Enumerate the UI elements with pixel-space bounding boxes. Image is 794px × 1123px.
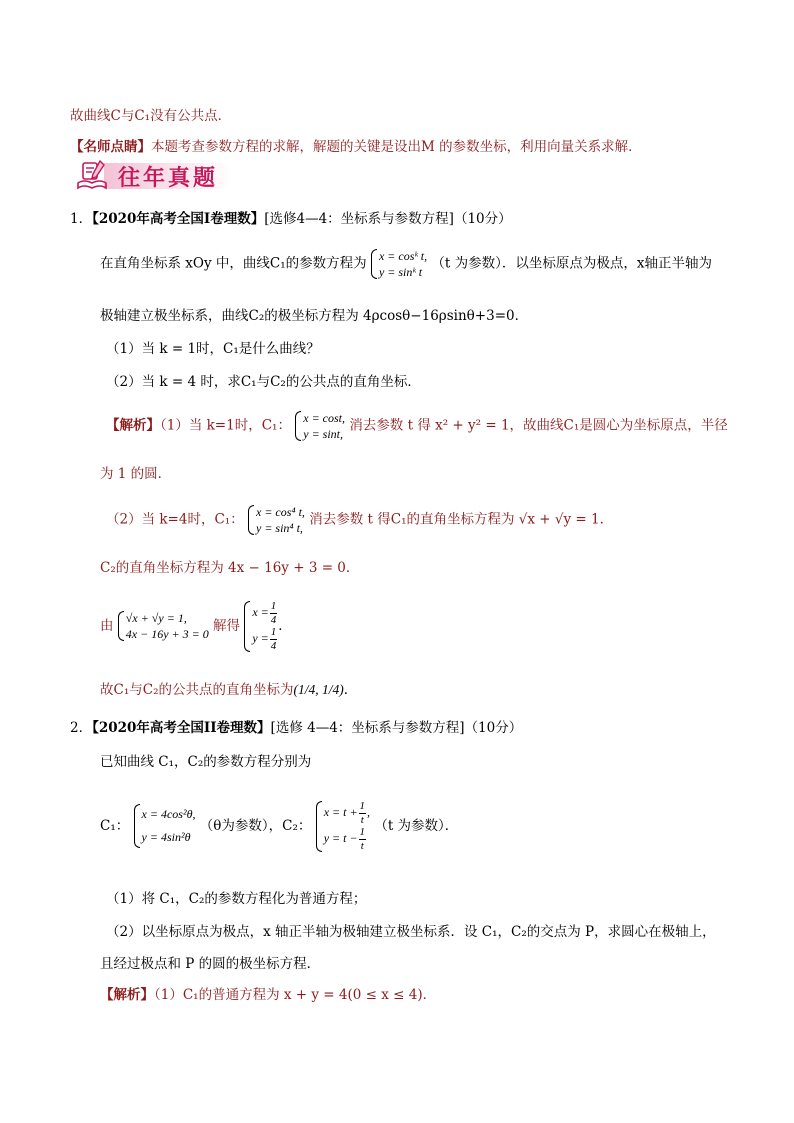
q1-param-x: x = cosᵏ t,: [378, 249, 428, 263]
q1-sys-1: √x + √y = 1,: [125, 611, 187, 626]
q1-final-c: ．: [343, 682, 358, 698]
q1-ans1-b: 消去参数 t 得 x² + y² = 1，故曲线C₁是圆心为坐标原点，半径: [349, 417, 728, 434]
q1-final-coords: (1/4, 1/4): [293, 682, 344, 697]
q1-param-y: y = sinᵏ t: [378, 265, 423, 280]
teacher-comment: [70, 135, 642, 155]
q1-part2: （2）当 k = 4 时，求C₁与C₂的公共点的直角坐标．: [106, 374, 421, 390]
q1-ans1-a: （1）当 k=1时，C₁：: [160, 417, 291, 434]
q2-c2-y-row: y = t − $\frac{1}{t}$: [323, 826, 366, 852]
frac-num: 1: [270, 600, 277, 612]
q1-final-a: 故C₁与C₂的公共点的直角坐标为: [100, 682, 294, 698]
frac-den: 4: [270, 639, 277, 652]
q2-ans1: （1）C₁的普通方程为 x + y = 4(0 ≤ x ≤ 4)．: [154, 987, 437, 1003]
q1-ans-tag: 【解析】: [106, 417, 160, 434]
q1-sys-2: 4x − 16y + 3 = 0: [125, 627, 209, 642]
q1-ans2-y: y = sin⁴ t,: [256, 521, 303, 536]
q1-by: 由: [100, 617, 114, 634]
q2-c1-y: y = 4sin²θ: [141, 830, 191, 845]
q2-c2-y: y = t −: [323, 831, 358, 846]
q1-topic: [选修4—4：坐标系与参数方程]（10分）: [264, 211, 512, 227]
q2-number: 2．: [70, 720, 93, 736]
comment-tag: 【名师点睛】: [70, 139, 151, 155]
q1-solve: 解得: [213, 617, 241, 634]
q1-ans2-b: 消去参数 t 得C₁的直角坐标方程为 √x + √y = 1．: [309, 511, 614, 528]
q1-answer2-c2: C₂的直角坐标方程为 4x − 16y + 3 = 0．: [100, 560, 360, 576]
q1-number: 1．: [70, 211, 93, 227]
frac-den: 4: [270, 613, 277, 626]
q2-c1-label: C₁：: [100, 817, 130, 834]
book-pen-icon: [74, 157, 110, 193]
q1-source: 【2020年高考全国Ⅰ卷理数】: [92, 211, 265, 227]
q1-solve-system: [118, 610, 209, 642]
q1-ans1-y: y = sint,: [303, 427, 344, 442]
q2-ans-tag: 【解析】: [100, 987, 154, 1003]
q2-c1-note: （θ为参数），C₂：: [199, 817, 312, 834]
q1-part1: （1）当 k = 1时，C₁是什么曲线？: [106, 341, 320, 357]
q1-answer1-cont: 为 1 的圆．: [100, 466, 172, 482]
q2-c2-x: x = t +: [323, 804, 358, 819]
q1-solution-system: [244, 600, 278, 653]
q1-stem-line1: [100, 248, 712, 280]
q1-ans1-x: x = cost,: [303, 411, 346, 425]
q1-ans2-a: （2）当 k=4时，C₁：: [106, 511, 244, 528]
q2-source: 【2020年高考全国II卷理数】: [92, 720, 271, 736]
q2-c2-note: （t 为参数）．: [374, 817, 459, 834]
frac-num: 1: [270, 626, 277, 639]
q1-final: [100, 678, 357, 698]
banner-title: 往年真题: [118, 166, 219, 191]
q1-ans1-system: [295, 410, 345, 442]
q1-stem-b: （t 为参数）．以坐标原点为极点，x轴正半轴为: [431, 255, 712, 272]
q1-stem-a: 在直角坐标系 xOy 中，曲线C₁的参数方程为: [100, 255, 367, 272]
q1-param-system: [371, 248, 427, 280]
q2-c2-x-row: x = t + $\frac{1}{t}$ ,: [323, 800, 371, 826]
q1-sol-x-row: [252, 600, 278, 626]
q2-answer1: [100, 983, 436, 1003]
q2-stem: 已知曲线 C₁，C₂的参数方程分别为: [100, 754, 312, 770]
q1-solve-line: 由 √x + √y = 1, 4x − 16y + 3 = 0 解得 x = $\frac{1}{4}$ y = $\frac{1}{4}$ ．: [100, 600, 292, 652]
q1-sol-x: x =: [252, 604, 269, 619]
q2-part2-cont: 且经过极点和 P 的圆的极坐标方程．: [100, 956, 321, 972]
q1-ans2-x: x = cos⁴ t,: [256, 505, 305, 519]
q2-c2-system: [316, 800, 370, 853]
section-banner: [74, 157, 232, 195]
prev-conclusion: 故曲线C与C₁没有公共点．: [70, 108, 232, 124]
q1-stem-line2: 极轴建立极坐标系，曲线C₂的极坐标方程为 4ρcosθ−16ρsinθ+3=0．: [100, 308, 529, 324]
q1-answer2: [106, 504, 613, 536]
q1-ans2-system: [248, 504, 305, 536]
q2-equations: [100, 800, 458, 853]
q2-header: [70, 716, 522, 736]
q2-part1: （1）将 C₁，C₂的参数方程化为普通方程；: [106, 891, 367, 907]
q2-part2: （2）以坐标原点为极点，x 轴正半轴为极轴建立极坐标系．设 C₁，C₂的交点为 P，求圆心在极轴上，: [106, 924, 716, 940]
q2-topic: [选修 4—4：坐标系与参数方程]（10分）: [270, 720, 523, 736]
q1-answer1: [106, 410, 728, 442]
q1-sol-y: y =: [252, 631, 269, 646]
q2-c1-system: [134, 803, 196, 849]
q1-sol-y-row: [252, 626, 278, 652]
q1-header: [70, 207, 512, 227]
q2-c1-x: x = 4cos²θ,: [141, 807, 196, 822]
comment-text: 本题考查参数方程的求解，解题的关键是设出M 的参数坐标，利用向量关系求解．: [151, 139, 642, 155]
